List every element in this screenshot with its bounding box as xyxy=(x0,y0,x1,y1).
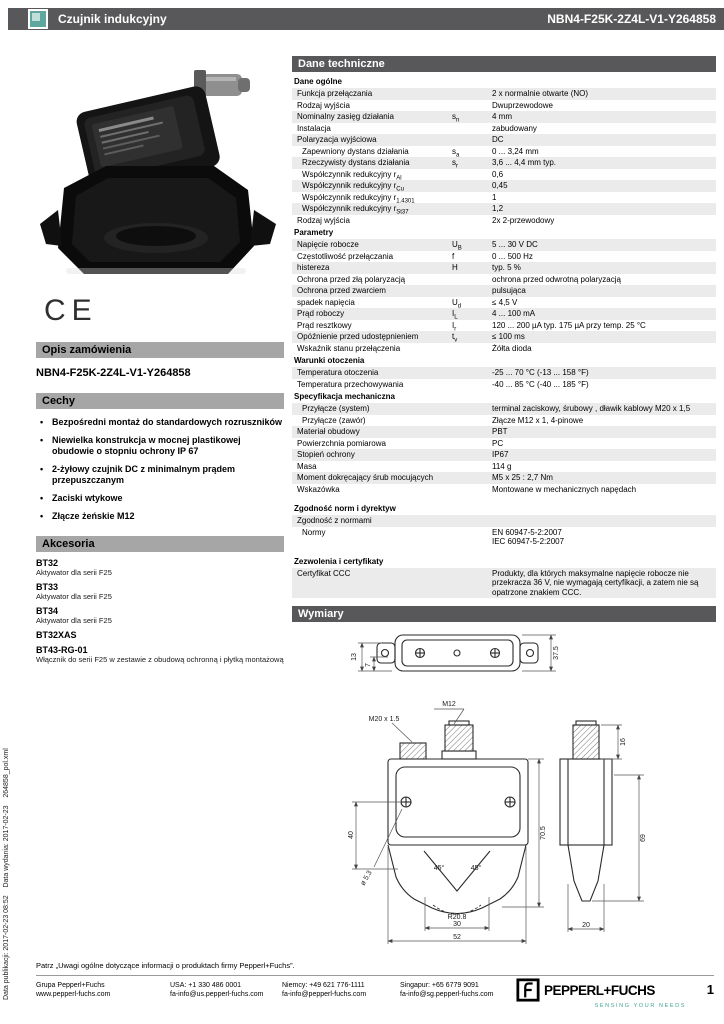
tech-row-label: Polaryzacja wyjściowa xyxy=(297,135,377,144)
tech-row xyxy=(292,367,716,379)
footer-singapore-email: fa-info@sg.pepperl-fuchs.com xyxy=(400,991,494,998)
tech-section-title: Zgodność norm i dyrektyw xyxy=(294,504,396,513)
dim-13: 13 xyxy=(351,653,358,661)
footer-contacts xyxy=(36,981,518,999)
dim-angle-left: 45° xyxy=(433,865,445,872)
tech-row xyxy=(292,285,716,297)
tech-row-label: Współczynnik redukcyjny $r_{St37}$ xyxy=(302,204,409,216)
tech-section-title: Dane ogólne xyxy=(294,77,343,86)
tech-row-symbol: $s_n$ xyxy=(452,112,460,124)
tech-row xyxy=(292,297,716,309)
accessory-desc: Aktywator dla serii F25 xyxy=(36,592,112,601)
header-bar xyxy=(8,8,724,30)
tech-row-symbol: f xyxy=(452,251,455,261)
footer-usa-email: fa-info@us.pepperl-fuchs.com xyxy=(170,991,264,998)
footer-germany-phone: Niemcy: +49 621 776-1111 xyxy=(282,982,365,989)
tech-row-label: Normy xyxy=(302,527,326,537)
tech-row xyxy=(292,426,716,438)
tech-row xyxy=(292,449,716,461)
tech-row-label: Masa xyxy=(297,461,317,471)
footer-usa-phone: USA: +1 330 486 0001 xyxy=(170,982,242,989)
tech-row-value: Złącze M12 x 1, 4-pinowe xyxy=(492,415,584,425)
tech-row xyxy=(292,262,716,274)
right-column xyxy=(292,56,716,982)
tech-row-value: 0 ... 3,24 mm xyxy=(492,146,539,156)
tech-row xyxy=(292,331,716,343)
tech-row xyxy=(292,100,716,112)
dim-radius: R20.8 xyxy=(447,914,467,921)
tech-row-label: Wskaźnik stanu przełączenia xyxy=(297,343,401,353)
tech-row-value: 3,6 ... 4,4 mm typ. xyxy=(492,158,557,167)
tech-section-title: Warunki otoczenia xyxy=(294,356,365,365)
ce-mark: CE xyxy=(44,294,98,327)
logo-wordmark: PEPPERL+FUCHS xyxy=(544,982,655,998)
tech-row-label: Przyłącze (zawór) xyxy=(302,415,366,425)
tech-row-value: 4 mm xyxy=(492,112,512,121)
tech-section-title: Parametry xyxy=(294,228,334,237)
dim-16: 16 xyxy=(620,738,627,746)
tech-row-label: Materiał obudowy xyxy=(297,427,360,436)
tech-row xyxy=(292,438,716,450)
tech-row-value: -25 ... 70 °C (-13 ... 158 °F) xyxy=(492,368,589,377)
footer-website: www.pepperl-fuchs.com xyxy=(36,991,111,998)
tech-row xyxy=(292,568,716,599)
features-section-header: Cechy xyxy=(36,393,284,409)
tech-row-symbol: $s_a$ xyxy=(452,146,460,159)
order-section-header: Opis zamówienia xyxy=(36,342,284,358)
tech-row-label: Współczynnik redukcyjny $r_{1.4301}$ xyxy=(302,192,415,205)
dim-hole-5-3: ø 5.3 xyxy=(359,869,374,887)
tech-row xyxy=(292,192,716,204)
footer-germany-email: fa-info@pepperl-fuchs.com xyxy=(282,991,367,998)
tech-row xyxy=(292,123,716,135)
tech-row xyxy=(292,527,716,548)
tech-row-symbol: $U_d$ xyxy=(452,297,462,310)
tech-row-value: Dwuprzewodowe xyxy=(492,100,553,110)
feature-item: • 2-żyłowy czujnik DC z minimalnym prądem przepuszczanym xyxy=(40,464,284,486)
pf-logo-mark xyxy=(516,978,540,1002)
tech-row xyxy=(292,88,716,100)
tech-row-label: Zapewniony dystans działania xyxy=(302,146,409,156)
tech-row xyxy=(292,308,716,320)
tech-row-label: Ochrona przed złą polaryzacją xyxy=(297,274,406,284)
tech-row-label: Funkcja przełączania xyxy=(297,89,373,98)
tech-row-label: Częstotliwość przełączania xyxy=(297,251,394,261)
tech-row-label: Zgodność z normami xyxy=(297,516,372,525)
tech-row-value: 114 g xyxy=(492,461,512,471)
tech-row-symbol: $s_r$ xyxy=(452,158,458,170)
tech-row-value: DC xyxy=(492,135,504,144)
accessory-code: BT32XAS xyxy=(36,630,77,640)
tech-section-title: Zezwolenia i certyfikaty xyxy=(294,556,384,566)
dim-69: 69 xyxy=(640,834,647,842)
feature-item: • Bezpośredni montaż do standardowych rozruszników xyxy=(40,417,284,428)
order-code: NBN4-F25K-2Z4L-V1-Y264858 xyxy=(36,367,191,379)
tech-row-value: Produkty, dla których maksymalne napięcie robocze nie przekracza 36 V, nie wymagają certyfikacji, a zatem nie są opatrzone znakiem CCC. xyxy=(492,568,699,597)
dim-30: 30 xyxy=(453,921,461,928)
accessory-code: BT43-RG-01 xyxy=(36,645,88,655)
tech-row-value: 0,6 xyxy=(492,169,504,179)
accessories-section-header: Akcesoria xyxy=(36,536,284,552)
dim-70-5: 70.5 xyxy=(540,826,547,840)
tech-row-value: 1,2 xyxy=(492,204,504,213)
header-product-code: NBN4-F25K-2Z4L-V1-Y264858 xyxy=(547,12,716,26)
tech-row-label: Certyfikat CCC xyxy=(297,568,351,578)
tech-row-value: 1 xyxy=(492,192,497,202)
tech-row-label: Rodzaj wyjścia xyxy=(297,215,350,225)
tech-row-label: Rodzaj wyjścia xyxy=(297,100,350,110)
tech-row xyxy=(292,203,716,215)
logo-tagline: SENSING YOUR NEEDS xyxy=(594,1003,686,1009)
tech-row-value: M5 x 25 : 2,7 Nm xyxy=(492,473,553,482)
accessory-desc: Aktywator dla serii F25 xyxy=(36,616,112,625)
tech-row xyxy=(292,515,716,527)
tech-row-value: 0 ... 500 Hz xyxy=(492,251,533,261)
tech-row xyxy=(292,320,716,332)
tech-row-label: Rzeczywisty dystans działania xyxy=(302,158,410,167)
tech-row-value: ≤ 100 ms xyxy=(492,332,525,341)
footer-group: Grupa Pepperl+Fuchs xyxy=(36,982,105,989)
tech-row-label: histereza xyxy=(297,263,330,272)
tech-row xyxy=(292,274,716,286)
pepperl-fuchs-logo xyxy=(516,978,686,1009)
tech-row-symbol: H xyxy=(452,263,458,272)
dim-52: 52 xyxy=(453,934,461,941)
tech-row-value: terminal zaciskowy, śrubowy , dławik kablowy M20 x 1,5 xyxy=(492,404,691,413)
tech-row-label: Opóźnienie przed udostępnieniem xyxy=(297,332,419,341)
tech-row xyxy=(292,157,716,169)
tech-row xyxy=(292,415,716,427)
tech-row-symbol: $I_L$ xyxy=(452,309,458,321)
tech-row-value: IP67 xyxy=(492,450,509,459)
tech-row xyxy=(292,343,716,355)
tech-row-value: zabudowany xyxy=(492,123,537,133)
accessory-code: BT32 xyxy=(36,558,59,568)
tech-row-label: Temperatura otoczenia xyxy=(297,368,379,377)
dimensions-drawing xyxy=(292,629,716,982)
footer-note: Patrz „Uwagi ogólne dotyczące informacji o produktach firmy Pepperl+Fuchs”. xyxy=(36,961,295,970)
tech-row-value: ≤ 4,5 V xyxy=(492,297,518,307)
tech-row-label: Nominalny zasięg działania xyxy=(297,112,394,121)
tech-row xyxy=(292,215,716,227)
tech-row-label: Powierzchnia pomiarowa xyxy=(297,438,386,448)
tech-row-label: Ochrona przed zwarciem xyxy=(297,286,386,295)
dim-m12-label: M12 xyxy=(442,701,456,708)
tech-row-value: 120 ... 200 µA typ. 175 µA przy temp. 25 °C xyxy=(492,320,646,330)
tech-row xyxy=(292,251,716,263)
tech-row xyxy=(292,134,716,146)
publication-info-vertical: Data publikacji: 2017-02-23 08:52 Data wydania: 2017-02-23 264858_pol.xml xyxy=(3,748,10,1000)
dimensions-header: Wymiary xyxy=(292,606,716,622)
tech-row-label: Moment dokręcający śrub mocujących xyxy=(297,473,434,482)
feature-item: • Zaciski wtykowe xyxy=(40,493,284,504)
tech-row-label: Przyłącze (system) xyxy=(302,404,370,413)
tech-row-symbol: $I_r$ xyxy=(452,320,457,333)
tech-row xyxy=(292,472,716,484)
dim-40: 40 xyxy=(348,831,355,839)
tech-row xyxy=(292,146,716,158)
tech-row-value: PC xyxy=(492,438,504,448)
accessory-desc: Włącznik do serii F25 w zestawie z obudową ochronną i płytką montażową xyxy=(36,655,284,664)
tech-row-value: typ. 5 % xyxy=(492,263,521,272)
tech-row-label: spadek napięcia xyxy=(297,297,355,307)
accessory-code: BT34 xyxy=(36,606,59,616)
tech-row-label: Prąd roboczy xyxy=(297,309,345,318)
tech-row-value: ochrona przed odwrotną polaryzacją xyxy=(492,274,621,284)
tech-row-value: Żółta dioda xyxy=(492,343,532,353)
tech-row-symbol: $t_v$ xyxy=(452,332,458,344)
tech-row-value: 2x 2-przewodowy xyxy=(492,215,555,225)
tech-row-label: Stopień ochrony xyxy=(297,450,355,459)
tech-row xyxy=(292,169,716,181)
tech-row xyxy=(292,484,716,496)
product-type-title: Czujnik indukcyjny xyxy=(58,12,167,26)
tech-row xyxy=(292,239,716,251)
tech-row-value: pulsująca xyxy=(492,286,526,295)
product-photo xyxy=(36,46,284,284)
page-number: 1 xyxy=(706,982,714,997)
tech-data-header: Dane techniczne xyxy=(292,56,716,72)
footer-singapore-phone: Singapur: +65 6779 9091 xyxy=(400,982,479,989)
dim-7: 7 xyxy=(365,663,372,667)
tech-row-label: Wskazówka xyxy=(297,484,340,494)
tech-row-value: 4 ... 100 mA xyxy=(492,309,536,318)
left-column xyxy=(36,34,284,664)
tech-row xyxy=(292,403,716,415)
tech-row xyxy=(292,111,716,123)
tech-row-value: PBT xyxy=(492,427,508,436)
feature-item: • Złącze żeńskie M12 xyxy=(40,511,284,522)
tech-row-value: 2 x normalnie otwarte (NO) xyxy=(492,89,589,98)
dim-37-5: 37.5 xyxy=(553,646,560,660)
tech-row-label: Współczynnik redukcyjny $r_{Al}$ xyxy=(302,169,402,182)
tech-row-label: Instalacja xyxy=(297,123,331,133)
tech-table xyxy=(292,75,716,598)
accessory-code: BT33 xyxy=(36,582,59,592)
brand-square-icon xyxy=(28,9,48,29)
feature-item: • Niewielka konstrukcja w mocnej plastikowej obudowie o stopniu ochrony IP 67 xyxy=(40,435,284,457)
footer-divider xyxy=(36,975,714,976)
tech-row-value: 5 ... 30 V DC xyxy=(492,240,538,249)
features-list xyxy=(36,417,284,522)
tech-section-title: Specyfikacja mechaniczna xyxy=(294,392,395,401)
tech-row-value: EN 60947-5-2:2007 IEC 60947-5-2:2007 xyxy=(492,527,565,546)
tech-row xyxy=(292,180,716,192)
tech-row-label: Współczynnik redukcyjny $r_{Cu}$ xyxy=(302,181,404,193)
tech-row xyxy=(292,379,716,391)
tech-row-label: Prąd resztkowy xyxy=(297,320,352,330)
tech-row-symbol: $U_B$ xyxy=(452,240,462,252)
dim-m20-label: M20 x 1.5 xyxy=(368,716,400,723)
dim-20: 20 xyxy=(582,922,590,929)
tech-row-value: Montowane w mechanicznych napędach xyxy=(492,484,637,494)
accessories-list xyxy=(36,558,284,664)
tech-row-label: Napięcie robocze xyxy=(297,240,359,249)
dim-angle-right: 45° xyxy=(470,865,482,872)
tech-row-label: Temperatura przechowywania xyxy=(297,379,404,389)
tech-row-value: -40 ... 85 °C (-40 ... 185 °F) xyxy=(492,379,589,389)
accessory-desc: Aktywator dla serii F25 xyxy=(36,568,112,577)
tech-row xyxy=(292,461,716,473)
tech-row-value: 0,45 xyxy=(492,181,508,190)
